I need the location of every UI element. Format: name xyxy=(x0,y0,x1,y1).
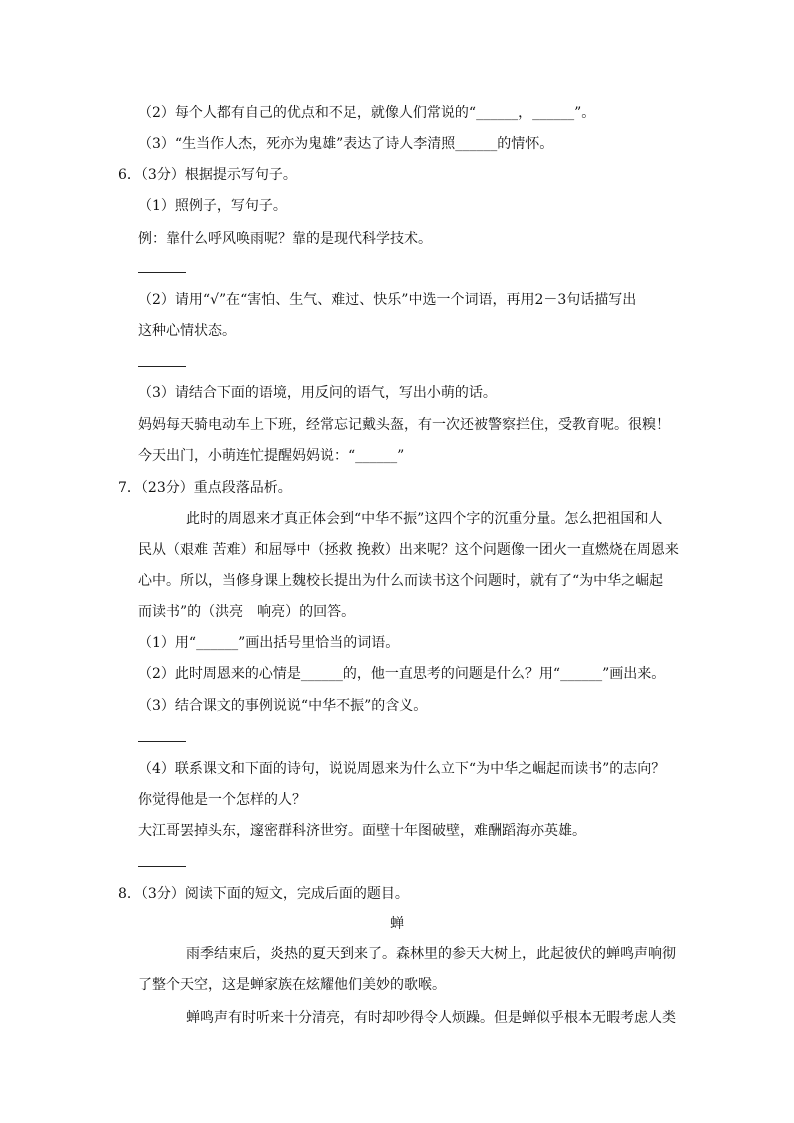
q7-item3: （3）结合课文的事例说说“中华不振”的含义。 xyxy=(138,698,428,714)
answer-line[interactable] xyxy=(138,866,186,867)
q6-context: 妈妈每天骑电动车上下班，经常忘记戴头盔，有一次还被警察拦住，受教育呢。很糗！ xyxy=(138,417,670,433)
article-line2: 了整个天空，这是蝉家族在炫耀他们美妙的歌喉。 xyxy=(138,977,446,993)
q6-item2-cont: 这种心情状态。 xyxy=(138,323,236,339)
q6-heading: 6．（3分）根据提示写句子。 xyxy=(118,167,297,183)
q7-item2: （2）此时周恩来的心情是______的，他一直思考的问题是什么？用“______”画出来。 xyxy=(138,666,666,682)
q7-passage-line2: 民从（艰难 苦难）和屈辱中（拯救 挽救）出来呢？这个问题像一团火一直燃烧在周恩来 xyxy=(138,542,679,558)
q5-item2: （2）每个人都有自己的优点和不足，就像人们常说的“______，______”。 xyxy=(138,105,596,121)
q7-passage-line4: 而读书”的（洪亮 响亮）的回答。 xyxy=(138,604,356,620)
answer-line[interactable] xyxy=(138,366,186,367)
q6-context-cont: 今天出门，小萌连忙提醒妈妈说：“______” xyxy=(138,448,405,464)
answer-line[interactable] xyxy=(138,272,186,273)
article-title: 蝉 xyxy=(390,916,404,932)
q6-item1: （1）照例子，写句子。 xyxy=(138,198,287,214)
article-line3: 蝉鸣声有时听来十分清亮，有时却吵得令人烦躁。但是蝉似乎根本无暇考虑人类 xyxy=(186,1010,676,1026)
q8-heading: 8．（3分）阅读下面的短文，完成后面的题目。 xyxy=(118,886,409,902)
q6-item2: （2）请用“√”在“害怕、生气、难过、快乐”中选一个词语，再用2－3句话描写出 xyxy=(138,292,637,308)
q7-item4: （4）联系课文和下面的诗句，说说周恩来为什么立下“为中华之崛起而读书”的志向？ xyxy=(138,761,666,777)
q7-passage-line1: 此时的周恩来才真正体会到“中华不振”这四个字的沉重分量。怎么把祖国和人 xyxy=(186,511,663,527)
q7-heading: 7．（23分）重点段落品析。 xyxy=(118,480,292,496)
q5-item3: （3）“生当作人杰，死亦为鬼雄”表达了诗人李清照______的情怀。 xyxy=(138,136,554,152)
q7-item4-cont: 你觉得他是一个怎样的人？ xyxy=(138,792,306,808)
q6-example: 例：靠什么呼风唤雨呢？靠的是现代科学技术。 xyxy=(138,231,432,247)
q7-item1: （1）用“______”画出括号里恰当的词语。 xyxy=(138,635,400,651)
answer-line[interactable] xyxy=(138,741,186,742)
article-line1: 雨季结束后，炎热的夏天到来了。森林里的参天大树上，此起彼伏的蝉鸣声响彻 xyxy=(186,946,676,962)
q6-item3: （3）请结合下面的语境，用反问的语气，写出小萌的话。 xyxy=(138,385,497,401)
q7-passage-line3: 心中。所以，当修身课上魏校长提出为什么而读书这个问题时，就有了“为中华之崛起 xyxy=(138,573,664,589)
q7-poem: 大江哥罢掉头东，邃密群科济世穷。面壁十年图破壁，难酬蹈海亦英雄。 xyxy=(138,823,586,839)
